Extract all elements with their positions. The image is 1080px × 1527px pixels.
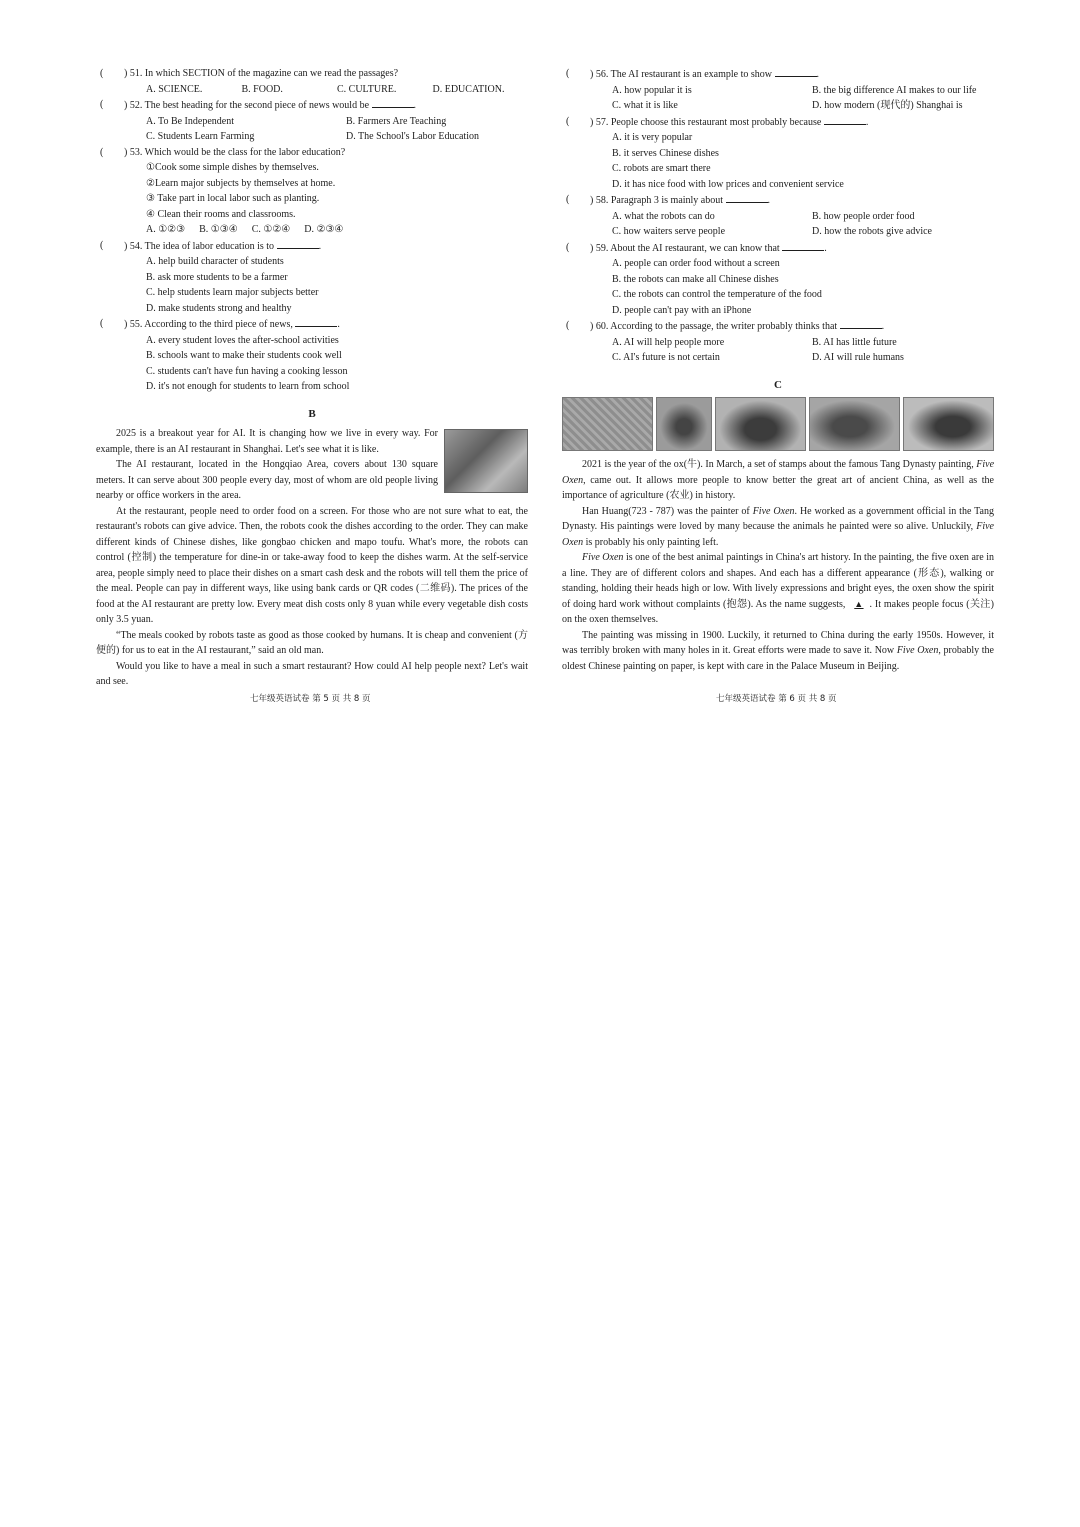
stem-end: . (865, 116, 869, 128)
options-row-1 (590, 335, 994, 351)
option-c: C. CULTURE. (337, 83, 397, 95)
stem-end: . (337, 319, 340, 330)
exam-page-6 (562, 66, 994, 674)
options-row-2 (590, 224, 994, 240)
question-stem: ) 56. The AI restaurant is an example to show (590, 69, 772, 80)
option-b: B. schools want to make their students cook well (146, 350, 342, 361)
options (124, 222, 528, 238)
text: is probably his only painting left. (585, 536, 719, 548)
answer-blank (726, 192, 768, 203)
answer-paren[interactable]: ( (100, 146, 104, 158)
option-b: B. the big difference AI makes to our life (812, 84, 977, 96)
text: , came out. It allows more people to know better the great art of ancient China, as well as the importance of agriculture (农业) in history. (562, 474, 994, 501)
option-c: C. ①②④ (251, 224, 291, 235)
paragraph-1 (562, 457, 994, 504)
page-footer: 七年级英语试卷 第 6 页 共 8 页 (716, 694, 837, 704)
answer-blank (295, 316, 337, 327)
option-b: B. Farmers Are Teaching (346, 115, 447, 127)
option-d: D. it has nice food with low prices and convenient service (612, 178, 844, 190)
ai-restaurant-photo (444, 429, 528, 493)
stem-end: . (816, 69, 819, 80)
five-oxen-stamps (562, 397, 994, 451)
answer-paren[interactable]: ( (566, 194, 570, 205)
option-d: D. The School's Labor Education (346, 131, 479, 142)
painting-title: Five Oxen (562, 521, 994, 548)
option-c: C. help students learn major subjects better (146, 287, 319, 298)
passage-c (562, 457, 994, 674)
question-stem: ) 58. Paragraph 3 is mainly about (590, 195, 724, 206)
option-a: A. people can order food without a screen (612, 258, 780, 269)
stamp-image (562, 397, 653, 451)
question-stem: ) 51. In which SECTION of the magazine can we read the passages? (124, 68, 399, 79)
answer-blank (824, 114, 866, 125)
painting-title: Five Oxen (582, 552, 624, 563)
option-a: A. help build character of students (146, 256, 284, 267)
paragraph-4 (562, 628, 994, 675)
stamp-image (903, 397, 994, 451)
item-1: ①Cook some simple dishes by themselves. (146, 162, 319, 173)
options-row-1 (124, 114, 528, 130)
option-c: C. Students Learn Farming (146, 131, 255, 142)
option-d: D. how modern (现代的) Shanghai is (812, 100, 963, 111)
question-59 (562, 240, 994, 319)
stem-end: . (767, 195, 771, 206)
option-a: A. AI will help people more (612, 336, 725, 348)
answer-blank (782, 240, 824, 251)
section-c-title: C (774, 378, 782, 391)
passage-b (96, 426, 528, 690)
paragraph-5: Would you like to have a meal in such a smart restaurant? How could AI help people next? Let's wait and see. (96, 660, 528, 687)
answer-blank (372, 97, 414, 108)
option-c: C. students can't have fun having a cooking lesson (146, 365, 348, 377)
paragraph-1: 2025 is a breakout year for AI. It is changing how we live in every way. For example, there is an AI restaurant in Shanghai. Let's see what it is like. (96, 428, 438, 455)
answer-blank-triangle[interactable]: ▲ (854, 598, 864, 609)
question-52 (96, 97, 528, 145)
question-stem: ) 57. People choose this restaurant most probably because (590, 116, 822, 128)
text: 2021 is the year of the ox(牛). In March, a set of stamps about the famous Tang Dynasty painting, (582, 459, 974, 470)
answer-paren[interactable]: ( (566, 320, 570, 331)
question-55 (96, 316, 528, 395)
paragraph-3 (562, 550, 994, 628)
answer-paren[interactable]: ( (100, 99, 104, 110)
options (124, 82, 528, 98)
question-stem: ) 55. According to the third piece of news, (124, 319, 293, 330)
text: is one of the best animal paintings in China's art history. In the painting, the five oxen are in a line. They are of different colors and shapes. And each has a different appearance (形态), walking or standing, holding their heads high or low. With lively expressions and bright eyes, the oxen show the spirit of doing hard work without complaints (抱怨). As the name suggests, (562, 552, 994, 610)
items-list (124, 160, 528, 222)
question-stem: ) 60. According to the passage, the writer probably thinks that (590, 321, 838, 332)
option-d: D. how the robots give advice (812, 226, 932, 237)
option-b: B. how people order food (812, 210, 915, 222)
question-stem: ) 52. The best heading for the second piece of news would be (124, 100, 370, 111)
options-row-2 (590, 350, 994, 366)
option-a: A. what the robots can do (612, 210, 715, 222)
option-a: A. SCIENCE. (146, 83, 203, 95)
option-b: B. it serves Chinese dishes (612, 147, 719, 159)
item-3: ③ Take part in local labor such as planting. (146, 193, 320, 204)
option-c: C. how waiters serve people (612, 226, 726, 237)
option-c: C. the robots can control the temperature of the food (612, 289, 822, 300)
painting-title: Five Oxen (562, 459, 995, 486)
answer-blank (775, 66, 817, 77)
answer-paren[interactable]: ( (100, 318, 104, 329)
answer-paren[interactable]: ( (100, 68, 104, 79)
paragraph-4: “The meals cooked by robots taste as good as those cooked by humans. It is cheap and convenient (方便的) for us to eat in the AI restaurant,” said an old man. (96, 629, 528, 656)
option-a: A. ①②③ (146, 224, 186, 235)
paragraph-2: The AI restaurant, located in the Hongqiao Area, covers about 130 square meters. It can serve about 300 people every day, most of whom are old people living nearby or office workers in the area. (96, 459, 438, 501)
exam-page-5 (96, 66, 528, 690)
option-a: A. it is very popular (612, 132, 693, 143)
option-b: B. FOOD. (241, 83, 283, 95)
options-row-2 (124, 129, 528, 145)
options-row-1 (590, 83, 994, 99)
option-d: D. EDUCATION. (432, 83, 505, 95)
options (590, 256, 994, 318)
option-a: A. how popular it is (612, 84, 692, 96)
text: Han Huang(723 - 787) was the painter of (582, 505, 750, 517)
item-2: ②Learn major subjects by themselves at home. (146, 177, 336, 189)
answer-paren[interactable]: ( (566, 241, 570, 253)
text: . He worked as a government official in the Tang Dynasty. His paintings were loved by many because the animals he painted were so alive. Unluckily, (562, 505, 994, 532)
answer-blank (840, 318, 882, 329)
option-a: A. To Be Independent (146, 115, 234, 127)
question-58 (562, 192, 994, 240)
page-footer: 七年级英语试卷 第 5 页 共 8 页 (250, 694, 371, 704)
options (590, 130, 994, 192)
paragraph-3: At the restaurant, people need to order food on a screen. For those who are not sure what to eat, the restaurant's robots can give advice. Then, the robots cook the dishes according to the order. They can make different kinds of Chinese dishes, like gongbao chicken and mapo toufu. What's more, the robots can control (控制) the temperature for dine-in or take-away food to keep the dishes warm. At the self-service area, people simply need to place their dishes on a smart cash desk and the robots will tell them the price of the meal. People can pay in different ways, like using bank cards or QR codes (二维码). The prices of the food at the AI restaurant are pretty low. Every meat dish costs only 8 yuan while every vegetable dish costs only 3.5 yuan. (96, 505, 528, 625)
option-d: D. ②③④ (304, 224, 344, 235)
stem-end: . (881, 321, 885, 332)
option-b: B. ①③④ (199, 224, 238, 235)
stamp-image (656, 397, 711, 451)
options (124, 254, 528, 316)
stem-end: . (318, 240, 322, 252)
stem-end: . (413, 100, 417, 111)
question-53 (96, 145, 528, 238)
painting-title: Five Oxen (896, 645, 939, 656)
options-row-2 (590, 98, 994, 114)
option-b: B. ask more students to be a farmer (146, 271, 288, 283)
stamp-image (809, 397, 900, 451)
options-row-1 (590, 209, 994, 225)
question-60 (562, 318, 994, 366)
question-stem: ) 54. The idea of labor education is to (124, 240, 275, 252)
option-d: D. AI will rule humans (812, 352, 904, 363)
stamp-image (715, 397, 806, 451)
text: The painting was missing in 1900. Luckily, it returned to China during the early 1950s. However, it was terribly broken with many holes in it. Great efforts were made to save it. Now (562, 629, 994, 656)
text: , probably the oldest Chinese painting on paper, is kept with care in the Palace Museum in Beijing. (562, 645, 994, 672)
question-51 (96, 66, 528, 97)
question-stem: ) 59. About the AI restaurant, we can know that (590, 242, 780, 254)
answer-paren[interactable]: ( (566, 68, 570, 79)
option-c: C. AI's future is not certain (612, 352, 720, 363)
answer-paren[interactable]: ( (100, 239, 104, 251)
option-d: D. it's not enough for students to learn from school (146, 381, 350, 392)
question-54 (96, 238, 528, 317)
question-56 (562, 66, 994, 114)
answer-paren[interactable]: ( (566, 115, 570, 127)
question-stem: ) 53. Which would be the class for the labor education? (124, 146, 346, 158)
option-b: B. the robots can make all Chinese dishes (612, 273, 779, 285)
option-a: A. every student loves the after-school activities (146, 334, 339, 346)
paragraph-2 (562, 504, 994, 551)
options (124, 333, 528, 395)
painting-title: Five Oxen (752, 505, 795, 517)
stem-end: . (824, 242, 827, 254)
answer-blank (277, 238, 319, 249)
option-b: B. AI has little future (812, 336, 897, 348)
item-4: ④ Clean their rooms and classrooms. (146, 208, 296, 220)
text: . It makes people focus (关注) on the oxen themselves. (562, 598, 994, 625)
option-c: C. robots are smart there (612, 163, 711, 174)
option-c: C. what it is like (612, 100, 678, 111)
question-57 (562, 114, 994, 193)
option-d: D. people can't pay with an iPhone (612, 304, 752, 316)
option-d: D. make students strong and healthy (146, 302, 292, 314)
section-b-title: B (308, 407, 316, 420)
